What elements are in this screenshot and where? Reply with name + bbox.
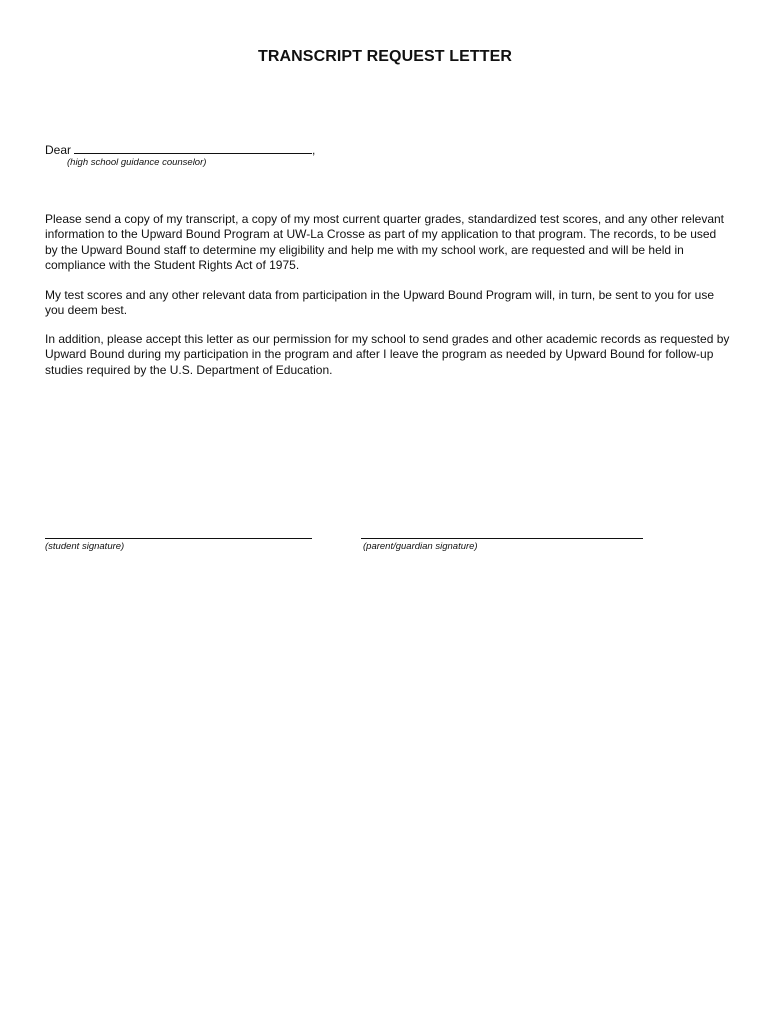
paragraph-permission: In addition, please accept this letter as our permission for my school to send grades and other academic records as requested by Upward Bound during my participation in the program and after I leave the program as needed by Upward Bound for follow-up studies required by the U.S. Department of Education. (45, 332, 730, 377)
counselor-name-blank[interactable] (74, 142, 312, 154)
student-signature-caption: (student signature) (45, 541, 125, 552)
salutation-greeting: Dear (45, 143, 72, 157)
counselor-caption: (high school guidance counselor) (67, 157, 207, 168)
salutation-comma: , (312, 143, 316, 157)
parent-signature-caption: (parent/guardian signature) (363, 541, 478, 552)
salutation-line (45, 142, 315, 157)
paragraph-test-scores: My test scores and any other relevant data from participation in the Upward Bound Program will, in turn, be sent to you for use you deem best. (45, 288, 715, 318)
page-title: TRANSCRIPT REQUEST LETTER (257, 48, 513, 65)
paragraph-request: Please send a copy of my transcript, a copy of my most current quarter grades, standardized test scores, and any other relevant information to the Upward Bound Program at UW-La Crosse as part of my application to that program. The records, to be used by the Upward Bound staff to determine my eligibility and help me with my school work, are requested and will be held in compliance with the Student Rights Act of 1975. (45, 212, 725, 273)
student-signature-line[interactable] (45, 538, 312, 539)
parent-signature-line[interactable] (361, 538, 643, 539)
